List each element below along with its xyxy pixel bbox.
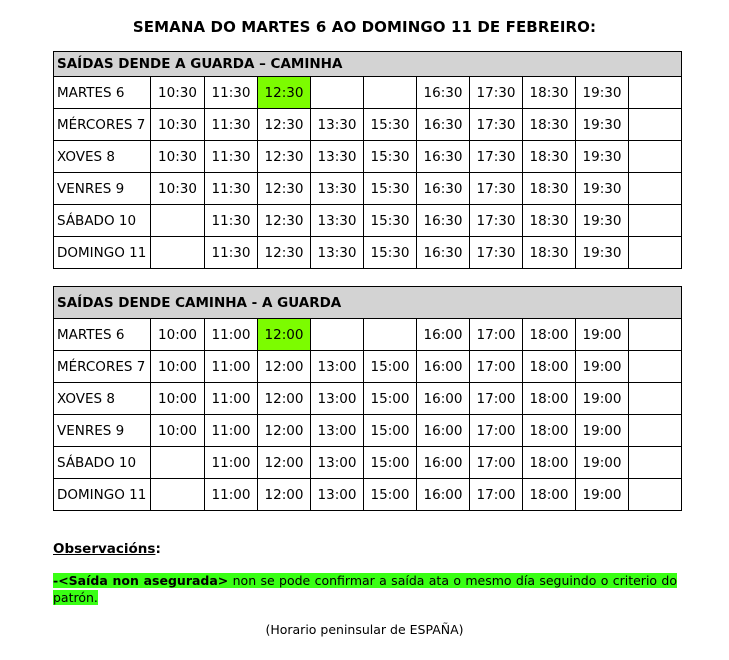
time-cell: 11:30 xyxy=(205,77,258,109)
table-row xyxy=(54,383,682,415)
time-cell: 16:30 xyxy=(417,141,470,173)
table-row xyxy=(54,351,682,383)
time-cell: 17:30 xyxy=(470,109,523,141)
time-cell: 11:30 xyxy=(205,237,258,269)
table-row xyxy=(54,237,682,269)
time-cell-highlighted: 12:00 xyxy=(258,319,311,351)
time-cell: 16:30 xyxy=(417,77,470,109)
time-cell: 13:00 xyxy=(311,351,364,383)
observation-note xyxy=(53,572,677,606)
time-cell: 13:00 xyxy=(311,415,364,447)
time-cell: 16:00 xyxy=(417,383,470,415)
time-cell xyxy=(629,109,682,141)
time-cell: 18:00 xyxy=(523,479,576,511)
time-cell: 19:00 xyxy=(576,447,629,479)
time-cell-highlighted: 12:30 xyxy=(258,77,311,109)
time-cell: 15:00 xyxy=(364,415,417,447)
time-cell xyxy=(629,173,682,205)
time-cell xyxy=(629,479,682,511)
time-cell: 10:30 xyxy=(151,173,205,205)
time-cell: 16:00 xyxy=(417,319,470,351)
time-cell: 13:30 xyxy=(311,141,364,173)
time-cell: 19:30 xyxy=(576,205,629,237)
time-cell: 17:00 xyxy=(470,415,523,447)
time-cell: 13:00 xyxy=(311,479,364,511)
time-cell: 11:00 xyxy=(205,447,258,479)
time-cell xyxy=(364,319,417,351)
time-cell: 15:30 xyxy=(364,173,417,205)
time-cell: 10:00 xyxy=(151,383,205,415)
time-cell: 19:00 xyxy=(576,415,629,447)
time-cell xyxy=(151,237,205,269)
table-row xyxy=(54,77,682,109)
time-cell xyxy=(629,141,682,173)
day-label: XOVES 8 xyxy=(54,383,151,415)
time-cell: 11:00 xyxy=(205,319,258,351)
time-cell xyxy=(629,447,682,479)
day-label: XOVES 8 xyxy=(54,141,151,173)
schedule-table-caminha-guarda xyxy=(53,286,682,511)
time-cell: 18:30 xyxy=(523,237,576,269)
table-heading: SAÍDAS DENDE CAMINHA - A GUARDA xyxy=(54,287,682,319)
table-row xyxy=(54,447,682,479)
time-cell xyxy=(311,77,364,109)
time-cell: 16:30 xyxy=(417,173,470,205)
time-cell: 16:00 xyxy=(417,479,470,511)
day-label: SÁBADO 10 xyxy=(54,205,151,237)
time-cell: 13:30 xyxy=(311,173,364,205)
table-body xyxy=(54,287,682,511)
time-cell xyxy=(151,205,205,237)
time-cell: 15:00 xyxy=(364,479,417,511)
time-cell: 19:00 xyxy=(576,319,629,351)
time-cell: 12:00 xyxy=(258,415,311,447)
time-cell: 17:00 xyxy=(470,319,523,351)
time-cell: 12:30 xyxy=(258,237,311,269)
time-cell: 17:00 xyxy=(470,351,523,383)
time-cell: 19:30 xyxy=(576,77,629,109)
time-cell: 17:30 xyxy=(470,237,523,269)
time-cell: 11:30 xyxy=(205,109,258,141)
table-row xyxy=(54,415,682,447)
time-cell: 17:30 xyxy=(470,173,523,205)
day-label: DOMINGO 11 xyxy=(54,237,151,269)
time-cell: 17:00 xyxy=(470,479,523,511)
note-prefix: -<Saída non asegurada> xyxy=(53,573,229,588)
time-cell: 12:30 xyxy=(258,141,311,173)
time-cell: 13:00 xyxy=(311,383,364,415)
table-row xyxy=(54,109,682,141)
time-cell: 11:00 xyxy=(205,351,258,383)
time-cell: 16:00 xyxy=(417,415,470,447)
day-label: MÉRCORES 7 xyxy=(54,351,151,383)
time-cell: 19:00 xyxy=(576,351,629,383)
note-text: non se pode confirmar a saída ata o mesmo día seguindo o criterio do patrón. xyxy=(53,573,677,605)
time-cell: 15:00 xyxy=(364,351,417,383)
time-cell: 15:30 xyxy=(364,205,417,237)
time-cell: 15:30 xyxy=(364,237,417,269)
page-title: SEMANA DO MARTES 6 AO DOMINGO 11 DE FEBREIRO: xyxy=(132,18,597,36)
time-cell: 18:00 xyxy=(523,351,576,383)
time-cell: 17:30 xyxy=(470,141,523,173)
time-cell: 17:00 xyxy=(470,383,523,415)
time-cell: 13:30 xyxy=(311,205,364,237)
time-cell: 13:30 xyxy=(311,109,364,141)
time-cell: 18:30 xyxy=(523,109,576,141)
time-cell: 15:00 xyxy=(364,447,417,479)
time-cell: 16:30 xyxy=(417,109,470,141)
time-cell xyxy=(629,237,682,269)
time-cell: 18:30 xyxy=(523,173,576,205)
time-cell: 10:00 xyxy=(151,415,205,447)
time-cell xyxy=(629,351,682,383)
time-cell: 12:00 xyxy=(258,447,311,479)
time-cell: 19:30 xyxy=(576,109,629,141)
time-cell: 15:00 xyxy=(364,383,417,415)
time-cell: 18:00 xyxy=(523,447,576,479)
time-cell: 19:00 xyxy=(576,383,629,415)
time-cell xyxy=(151,447,205,479)
time-cell: 10:30 xyxy=(151,141,205,173)
time-cell: 11:00 xyxy=(205,479,258,511)
time-cell: 18:00 xyxy=(523,319,576,351)
time-cell xyxy=(311,319,364,351)
table-heading: SAÍDAS DENDE A GUARDA – CAMINHA xyxy=(54,52,682,77)
time-cell: 10:00 xyxy=(151,351,205,383)
day-label: DOMINGO 11 xyxy=(54,479,151,511)
time-cell: 11:30 xyxy=(205,173,258,205)
day-label: MARTES 6 xyxy=(54,77,151,109)
day-label: MÉRCORES 7 xyxy=(54,109,151,141)
time-cell: 18:30 xyxy=(523,141,576,173)
time-cell: 12:30 xyxy=(258,173,311,205)
day-label: VENRES 9 xyxy=(54,415,151,447)
observations-heading-text: Observacións xyxy=(53,541,156,557)
day-label: MARTES 6 xyxy=(54,319,151,351)
time-cell: 18:30 xyxy=(523,205,576,237)
time-cell: 19:30 xyxy=(576,237,629,269)
time-cell xyxy=(151,479,205,511)
table-body xyxy=(54,52,682,269)
day-label: VENRES 9 xyxy=(54,173,151,205)
table-row xyxy=(54,173,682,205)
table-row xyxy=(54,319,682,351)
time-cell: 11:00 xyxy=(205,383,258,415)
time-cell: 10:30 xyxy=(151,109,205,141)
time-cell xyxy=(364,77,417,109)
time-cell: 13:30 xyxy=(311,237,364,269)
time-cell: 17:30 xyxy=(470,77,523,109)
schedule-table-guarda-caminha xyxy=(53,51,682,269)
time-cell: 12:30 xyxy=(258,109,311,141)
table-row xyxy=(54,141,682,173)
time-cell: 16:00 xyxy=(417,447,470,479)
time-cell: 11:30 xyxy=(205,141,258,173)
time-cell xyxy=(629,383,682,415)
day-label: SÁBADO 10 xyxy=(54,447,151,479)
time-cell: 19:00 xyxy=(576,479,629,511)
time-cell: 18:00 xyxy=(523,383,576,415)
time-cell: 18:30 xyxy=(523,77,576,109)
time-cell: 12:00 xyxy=(258,383,311,415)
time-cell: 10:30 xyxy=(151,77,205,109)
time-cell: 19:30 xyxy=(576,141,629,173)
time-cell xyxy=(629,77,682,109)
time-cell: 17:00 xyxy=(470,447,523,479)
time-cell xyxy=(629,319,682,351)
observations-heading-colon: : xyxy=(155,541,161,557)
time-cell: 16:30 xyxy=(417,205,470,237)
time-cell: 11:00 xyxy=(205,415,258,447)
time-cell: 17:30 xyxy=(470,205,523,237)
table-row xyxy=(54,205,682,237)
time-cell: 15:30 xyxy=(364,109,417,141)
time-cell: 11:30 xyxy=(205,205,258,237)
table-row xyxy=(54,479,682,511)
footer-note: (Horario peninsular de ESPAÑA) xyxy=(265,622,464,637)
time-cell xyxy=(629,415,682,447)
time-cell xyxy=(629,205,682,237)
time-cell: 16:30 xyxy=(417,237,470,269)
time-cell: 12:00 xyxy=(258,479,311,511)
time-cell: 12:30 xyxy=(258,205,311,237)
time-cell: 19:30 xyxy=(576,173,629,205)
time-cell: 13:00 xyxy=(311,447,364,479)
time-cell: 16:00 xyxy=(417,351,470,383)
time-cell: 18:00 xyxy=(523,415,576,447)
time-cell: 15:30 xyxy=(364,141,417,173)
time-cell: 12:00 xyxy=(258,351,311,383)
observations-heading xyxy=(53,541,161,557)
time-cell: 10:00 xyxy=(151,319,205,351)
